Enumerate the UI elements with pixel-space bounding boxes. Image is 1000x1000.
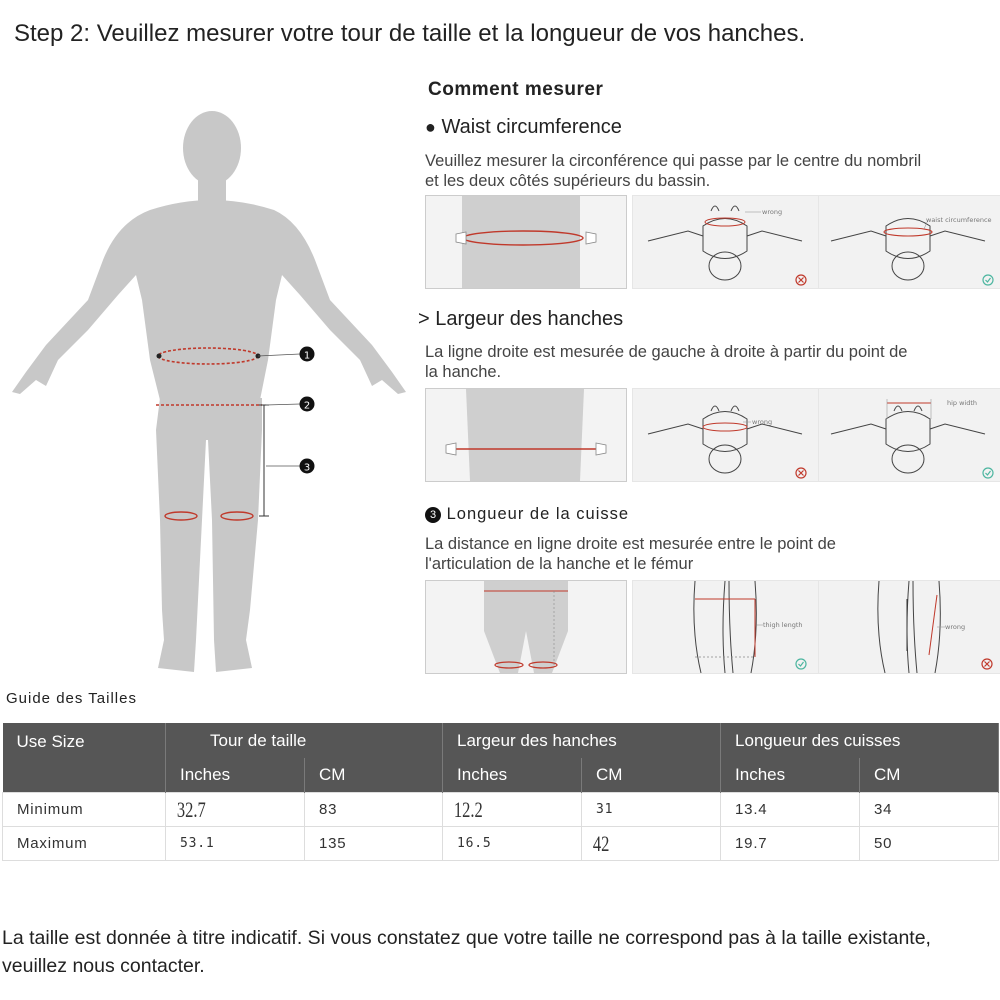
table-row	[3, 827, 999, 861]
body-silhouette-illustration	[0, 105, 420, 695]
section-waist-title	[425, 116, 622, 139]
hip-panel-correct	[818, 388, 1000, 482]
marker-2-label: 2	[303, 400, 311, 412]
wrong-icon	[982, 659, 992, 669]
header-cm: CM	[582, 758, 721, 793]
panel-label-waist: waist circumference	[926, 216, 992, 224]
marker-1-icon	[300, 347, 315, 362]
size-table	[2, 723, 999, 861]
header-hip: Largeur des hanches	[443, 723, 721, 758]
waist-panel-wrong	[632, 195, 834, 289]
thigh-title-text: Longueur de la cuisse	[446, 505, 630, 523]
hip-panel-torso	[425, 388, 627, 482]
correct-icon	[796, 659, 806, 669]
header-inches: Inches	[443, 758, 582, 793]
bullet-icon: ●	[425, 117, 436, 137]
header-use-size: Use Size	[3, 723, 166, 793]
row-label: Maximum	[3, 827, 166, 861]
table-cell: 19.7	[721, 827, 860, 861]
marker-3-icon	[300, 459, 315, 474]
thigh-panel-legs	[425, 580, 627, 674]
table-cell: 50	[860, 827, 999, 861]
panel-label-wrong: wrong	[945, 623, 966, 631]
waist-description-line: Veuillez mesurer la circonférence qui passe par le centre du nombril	[425, 152, 922, 170]
header-cm: CM	[860, 758, 999, 793]
hip-panel-wrong	[632, 388, 834, 482]
wrong-icon	[796, 468, 806, 478]
panel-label-hip: hip width	[947, 399, 978, 407]
table-cell: 42	[582, 827, 686, 861]
header-waist: Tour de taille	[166, 723, 443, 758]
hip-description	[425, 342, 907, 382]
chevron-right-icon: >	[418, 308, 430, 330]
table-cell: 34	[860, 793, 999, 827]
size-guide-title: Guide des Tailles	[6, 690, 137, 707]
panel-label-wrong: wrong	[762, 208, 783, 216]
waist-panel-correct	[818, 195, 1000, 289]
table-cell: 53.1	[166, 827, 305, 861]
waist-title-text: Waist circumference	[441, 116, 622, 138]
thigh-description-line: l'articulation de la hanche et le fémur	[425, 555, 694, 573]
table-cell: 32.7	[166, 793, 270, 827]
marker-1-label: 1	[303, 350, 311, 362]
footer-note: La taille est donnée à titre indicatif. Si vous constatez que votre taille ne correspond pas à la taille existante, veuillez nous contacter.	[2, 927, 931, 977]
correct-icon	[983, 468, 993, 478]
table-cell: 135	[305, 827, 443, 861]
row-label: Minimum	[3, 793, 166, 827]
hip-description-line: La ligne droite est mesurée de gauche à droite à partir du point de	[425, 343, 908, 361]
how-to-title: Comment mesurer	[428, 79, 604, 100]
waist-description-line: et les deux côtés supérieurs du bassin.	[425, 172, 711, 190]
table-cell: 12.2	[443, 793, 547, 827]
panel-label-thigh: thigh length	[763, 621, 803, 629]
wrong-icon	[796, 275, 806, 285]
waist-description	[425, 151, 921, 191]
header-inches: Inches	[166, 758, 305, 793]
marker-3-label: 3	[303, 462, 311, 474]
marker-3-icon: 3	[425, 507, 441, 523]
table-cell: 83	[305, 793, 443, 827]
table-cell: 13.4	[721, 793, 860, 827]
header-thigh: Longueur des cuisses	[721, 723, 999, 758]
waist-panel-torso	[425, 195, 627, 289]
section-thigh-title	[425, 505, 629, 524]
hip-description-line: la hanche.	[425, 363, 502, 381]
header-inches: Inches	[721, 758, 860, 793]
header-cm: CM	[305, 758, 443, 793]
section-hip-title	[418, 308, 623, 331]
thigh-description-line: La distance en ligne droite est mesurée entre le point de	[425, 535, 836, 553]
thigh-panel-wrong	[818, 580, 1000, 674]
table-row	[3, 793, 999, 827]
table-cell: 16.5	[443, 827, 582, 861]
hip-title-text: Largeur des hanches	[435, 308, 624, 330]
thigh-description	[425, 534, 836, 574]
thigh-panel-correct	[632, 580, 834, 674]
correct-icon	[983, 275, 993, 285]
step-heading: Step 2: Veuillez mesurer votre tour de taille et la longueur de vos hanches.	[14, 20, 806, 47]
marker-2-icon	[300, 397, 315, 412]
table-cell: 31	[582, 793, 721, 827]
panel-label-wrong: wrong	[752, 418, 773, 426]
